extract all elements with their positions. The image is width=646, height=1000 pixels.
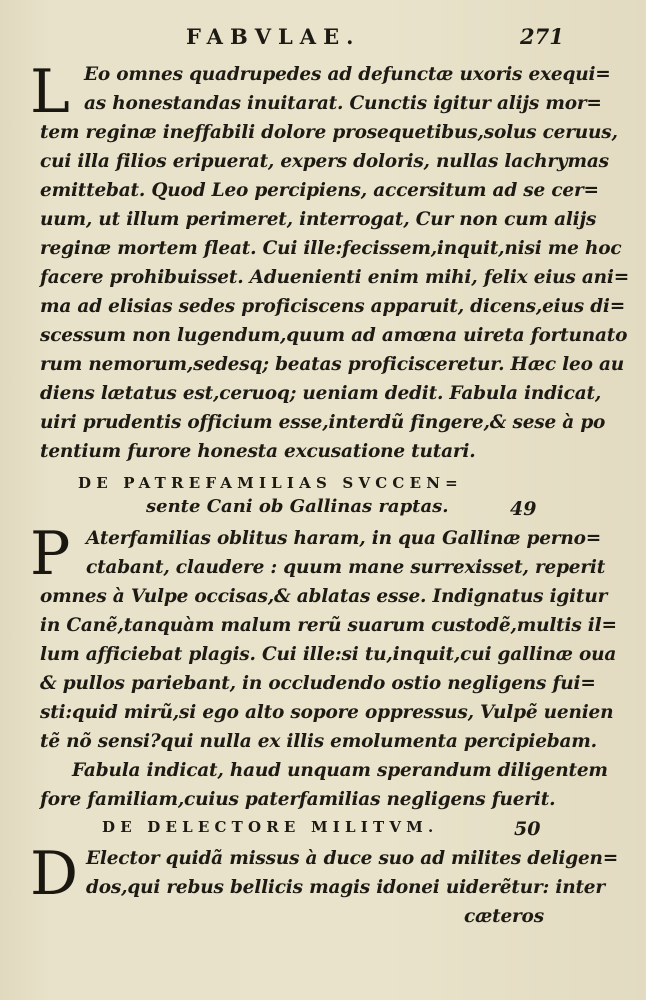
drop-capital-p: P [30,519,71,589]
fable-subheading: sente Cani ob Gallinas raptas. [146,496,449,517]
fable-number: 49 [510,498,537,520]
text-line: facere prohibuisset. Aduenienti enim mihi, felix eius ani= [40,267,630,288]
fable-number: 50 [514,818,541,840]
fable-text-2-cont [40,582,617,814]
text-line: omnes à Vulpe occisas,& ablatas esse. Indignatus igitur [40,586,608,607]
text-line: ma ad elisias sedes proficiscens apparuit, dicens,eius di= [40,296,626,317]
drop-capital-d: D [30,839,79,909]
fable-text-1 [84,60,611,118]
text-line: dos,qui rebus bellicis magis idonei uiderẽtur: inter [86,877,605,898]
text-line: tem reginæ ineffabili dolore prosequetibus,solus ceruus, [40,122,618,143]
text-line: scessum non lugendum,quum ad amœna uireta fortunato [40,325,628,346]
text-line: Aterfamilias oblitus haram, in qua Gallinæ perno= [86,528,602,549]
text-line: reginæ mortem fleat. Cui ille:fecissem,inquit,nisi me hoc [40,238,622,259]
text-line: Eo omnes quadrupedes ad defunctæ uxoris exequi= [84,64,611,85]
text-line: sti:quid mirũ,si ego alto sopore oppressus, Vulpẽ uenien [40,702,614,723]
text-line: Elector quidã missus à duce suo ad milites deligen= [86,848,619,869]
running-title: FABVLAE. [186,24,361,49]
text-line: uum, ut illum perimeret, interrogat, Cur non cum alijs [40,209,597,230]
text-line: cui illa filios eripuerat, expers doloris, nullas lachrymas [40,151,609,172]
text-line: ctabant, claudere : quum mane surrexisset, reperit [86,557,606,578]
text-line: Fabula indicat, haud unquam sperandum diligentem [72,760,608,781]
text-line: in Canẽ,tanquàm malum rerũ suarum custodẽ,multis il= [40,615,617,636]
text-line: as honestandas inuitarat. Cunctis igitur alijs mor= [84,93,602,114]
running-head [0,22,646,54]
text-line: tentium furore honesta excusatione tutari. [40,441,476,462]
text-line: rum nemorum,sedesq; beatas proficisceretur. Hæc leo au [40,354,624,375]
fable-heading: DE DELECTORE MILITVM. [102,818,439,836]
text-line: uiri prudentis officium esse,interdũ fingere,& sese à po [40,412,606,433]
text-line: diens lætatus est,ceruoq; ueniam dedit. Fabula indicat, [40,383,602,404]
fable-text-2 [86,524,606,582]
fable-heading: DE PATREFAMILIAS SVCCEN= [78,474,463,492]
text-line: fore familiam,cuius paterfamilias negligens fuerit. [40,789,556,810]
text-line: emittebat. Quod Leo percipiens, accersitum ad se cer= [40,180,599,201]
fable-text-3 [86,844,619,931]
text-line: lum afficiebat plagis. Cui ille:si tu,inquit,cui gallinæ oua [40,644,617,665]
page-number: 271 [520,24,564,49]
fable-text-1-cont [40,118,630,466]
text-line: & pullos pariebant, in occludendo ostio negligens fui= [40,673,596,694]
drop-capital-l: L [30,57,70,127]
text-line: tẽ nõ sensi?qui nulla ex illis emolumenta percipiebam. [40,731,597,752]
catchword: cæteros [464,906,544,927]
